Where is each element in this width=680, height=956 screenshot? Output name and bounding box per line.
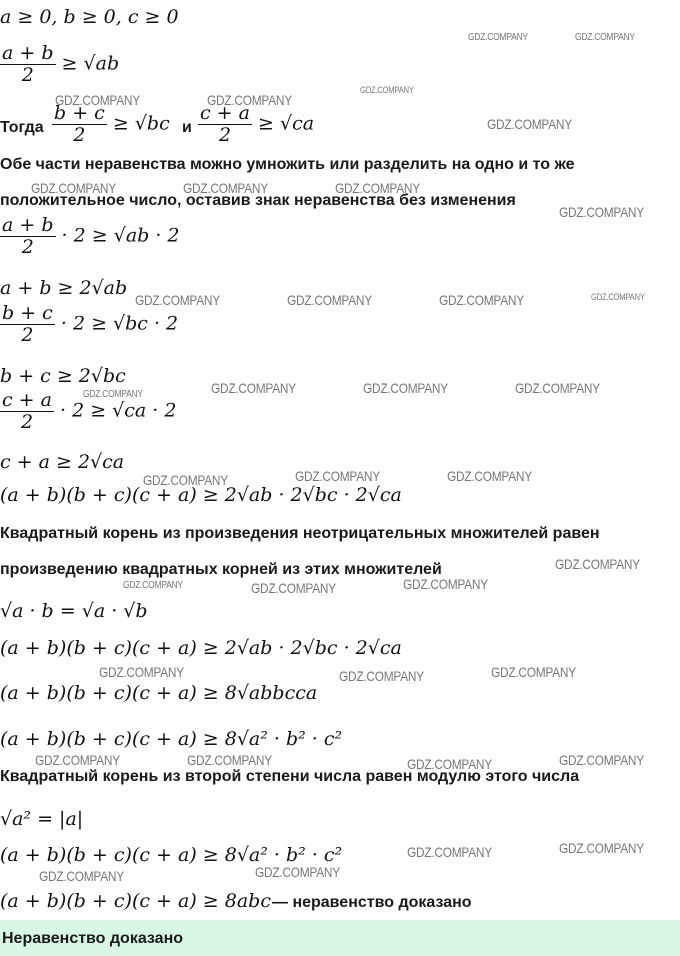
watermark: GDZ.COMPANY [439,292,524,308]
expression-rest: · 2 ≥ √ca · 2 [60,399,177,422]
watermark: GDZ.COMPANY [515,380,600,396]
product-inequality-squares-repeat: (a + b)(b + c)(c + a) ≥ 8√a² · b² · c² [0,844,343,866]
watermark: GDZ.COMPANY [295,468,380,484]
denominator: 2 [21,64,34,86]
watermark: GDZ.COMPANY [83,389,143,400]
numerator: b + c [54,102,105,124]
numerator: a + b [2,214,54,236]
watermark: GDZ.COMPANY [555,556,640,572]
denominator: 2 [73,124,86,146]
watermark: GDZ.COMPANY [363,380,448,396]
watermark: GDZ.COMPANY [407,844,492,860]
multiply-ab [0,216,180,257]
am-gm-ab [0,44,119,85]
proved-suffix: — неравенство доказано [272,894,472,911]
fraction-ab [0,44,56,85]
result-banner-text: Неравенство доказано [2,930,183,947]
fraction-ca [198,104,252,145]
denominator: 2 [20,411,34,433]
watermark: GDZ.COMPANY [335,180,420,196]
watermark: GDZ.COMPANY [403,576,488,592]
numerator: b + c [2,302,53,324]
watermark: GDZ.COMPANY [39,868,124,884]
watermark: GDZ.COMPANY [135,292,220,308]
watermark: GDZ.COMPANY [211,380,296,396]
watermark: GDZ.COMPANY [487,116,572,132]
denominator: 2 [21,236,34,258]
fraction-ca [0,391,54,432]
watermark: GDZ.COMPANY [251,580,336,596]
fraction-ab [0,216,56,257]
watermark: GDZ.COMPANY [360,85,414,95]
result-ca: c + a ≥ 2√ca [0,451,125,473]
numerator: c + a [200,102,250,124]
watermark: GDZ.COMPANY [339,668,424,684]
label-togda: Тогда [0,119,44,136]
am-gm-bc-ca [52,104,170,145]
watermark: GDZ.COMPANY [55,92,140,108]
denominator: 2 [218,124,232,146]
watermark: GDZ.COMPANY [31,180,116,196]
watermark: GDZ.COMPANY [559,752,644,768]
watermark: GDZ.COMPANY [407,756,492,772]
sqrt-square-rule: √a² = |a| [0,808,84,830]
explanation-multiply-line2: положительное число, оставив знак неравенства без изменения [0,192,516,209]
result-ab: a + b ≥ 2√ab [0,277,128,299]
expression-rest: · 2 ≥ √bc · 2 [60,312,179,335]
am-gm-ca [198,104,314,145]
label-and: и [182,119,192,136]
inequality-rhs: ≥ √ab [61,52,120,75]
watermark: GDZ.COMPANY [255,864,340,880]
sqrt-product-rule: √a · b = √a · √b [0,600,148,622]
fraction-bc [0,304,55,345]
watermark: GDZ.COMPANY [187,752,272,768]
watermark: GDZ.COMPANY [287,292,372,308]
result-bc: b + c ≥ 2√bc [0,365,126,387]
watermark: GDZ.COMPANY [468,32,528,43]
watermark: GDZ.COMPANY [183,180,268,196]
inequality-rhs: ≥ √ca [258,112,315,135]
numerator: c + a [2,389,52,411]
explanation-sqrt-product-line2: произведению квадратных корней из этих множителей [0,561,442,578]
product-inequality: (a + b)(b + c)(c + a) ≥ 2√ab · 2√bc · 2√ca [0,484,402,506]
watermark: GDZ.COMPANY [207,92,292,108]
fraction-bc [52,104,107,145]
watermark: GDZ.COMPANY [559,204,644,220]
watermark: GDZ.COMPANY [491,664,576,680]
final-inequality: (a + b)(b + c)(c + a) ≥ 8abc [0,890,271,912]
watermark: GDZ.COMPANY [35,752,120,768]
explanation-sqrt-product-line1: Квадратный корень из произведения неотрицательных множителей равен [0,525,600,542]
numerator: a + b [2,42,54,64]
watermark: GDZ.COMPANY [447,468,532,484]
denominator: 2 [21,324,34,346]
expression-rest: · 2 ≥ √ab · 2 [61,224,180,247]
explanation-multiply-line1: Обе части неравенства можно умножить или разделить на одно и то же [0,156,575,173]
explanation-sqrt-square: Квадратный корень из второй степени числа равен модулю этого числа [0,768,580,785]
condition-nonnegative: a ≥ 0, b ≥ 0, c ≥ 0 [0,6,179,28]
product-inequality-squares: (a + b)(b + c)(c + a) ≥ 8√a² · b² · c² [0,728,343,750]
watermark: GDZ.COMPANY [575,32,635,43]
watermark: GDZ.COMPANY [591,292,645,302]
product-inequality-8: (a + b)(b + c)(c + a) ≥ 8√abbcca [0,682,318,704]
watermark: GDZ.COMPANY [143,472,228,488]
inequality-rhs: ≥ √bc [112,112,170,135]
product-inequality-repeat: (a + b)(b + c)(c + a) ≥ 2√ab · 2√bc · 2√ca [0,637,402,659]
multiply-bc [0,304,178,345]
watermark: GDZ.COMPANY [99,664,184,680]
watermark: GDZ.COMPANY [559,840,644,856]
watermark: GDZ.COMPANY [123,580,183,591]
result-banner [0,920,680,956]
